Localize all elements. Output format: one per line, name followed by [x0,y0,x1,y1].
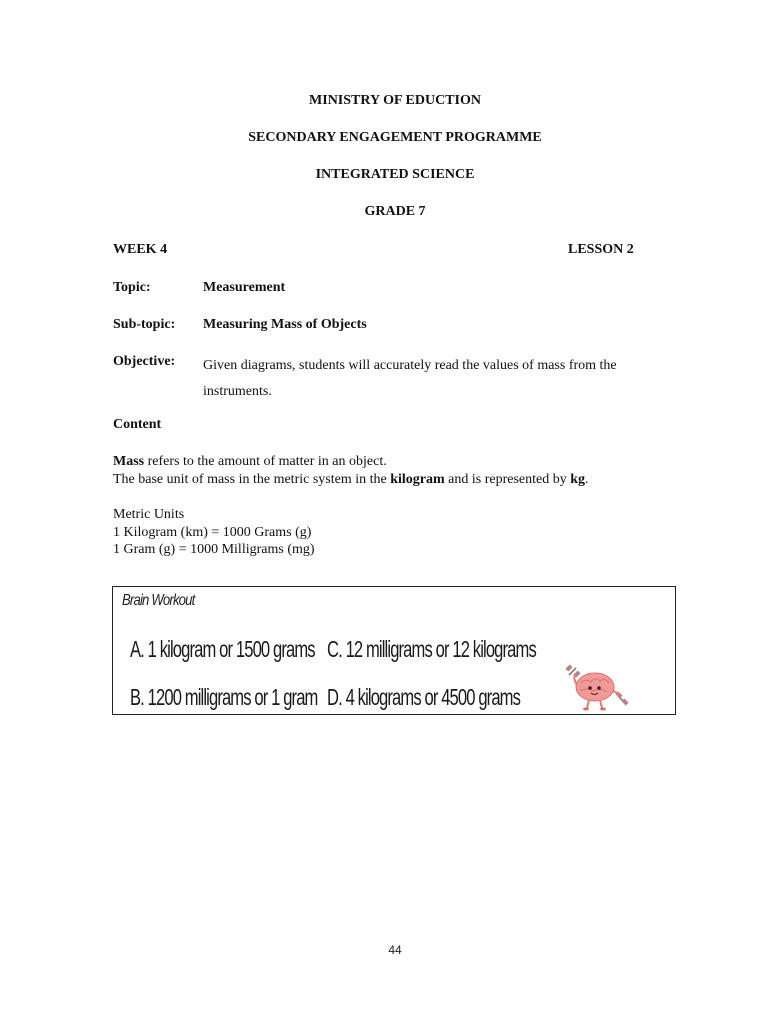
mass-definition [113,453,387,471]
base-unit-end: . [585,472,589,487]
base-unit-prefix: The base unit of mass in the metric system in the [113,472,391,487]
topic-value: Measurement [203,280,286,295]
option-d: D. 4 kilograms or 4500 grams [327,684,521,710]
brain-dumbbell-icon [563,663,631,711]
base-unit-mid: and is represented by [444,472,571,487]
week-label: WEEK 4 [113,242,168,257]
grade-title: GRADE 7 [364,204,426,219]
subtopic-value: Measuring Mass of Objects [203,317,367,332]
ministry-title: MINISTRY OF EDUCTION [309,93,481,108]
brain-workout-title: Brain Workout [122,592,195,609]
mass-term: Mass [113,454,145,469]
objective-value: Given diagrams, students will accurately read the values of mass from the instruments. [203,358,617,399]
option-c: C. 12 milligrams or 12 kilograms [327,636,536,662]
metric-line-1: 1 Kilogram (km) = 1000 Grams (g) [113,525,312,540]
option-a: A. 1 kilogram or 1500 grams [130,636,315,662]
programme-title: SECONDARY ENGAGEMENT PROGRAMME [248,130,542,145]
base-unit-term: kilogram [390,472,445,487]
base-unit-symbol: kg [570,472,586,487]
page-number: 44 [388,943,402,957]
mass-def-text: refers to the amount of matter in an object. [144,454,387,469]
brain-workout-box [112,586,676,715]
metric-line-2: 1 Gram (g) = 1000 Milligrams (mg) [113,542,315,557]
option-b: B. 1200 milligrams or 1 gram [130,684,318,710]
topic-label: Topic: [113,280,151,295]
objective-label: Objective: [113,354,176,369]
content-heading: Content [113,417,162,432]
lesson-label: LESSON 2 [568,242,634,257]
subject-title: INTEGRATED SCIENCE [315,167,475,182]
subtopic-label: Sub-topic: [113,317,176,332]
base-unit-line [113,471,589,489]
metric-units-heading: Metric Units [113,507,185,522]
